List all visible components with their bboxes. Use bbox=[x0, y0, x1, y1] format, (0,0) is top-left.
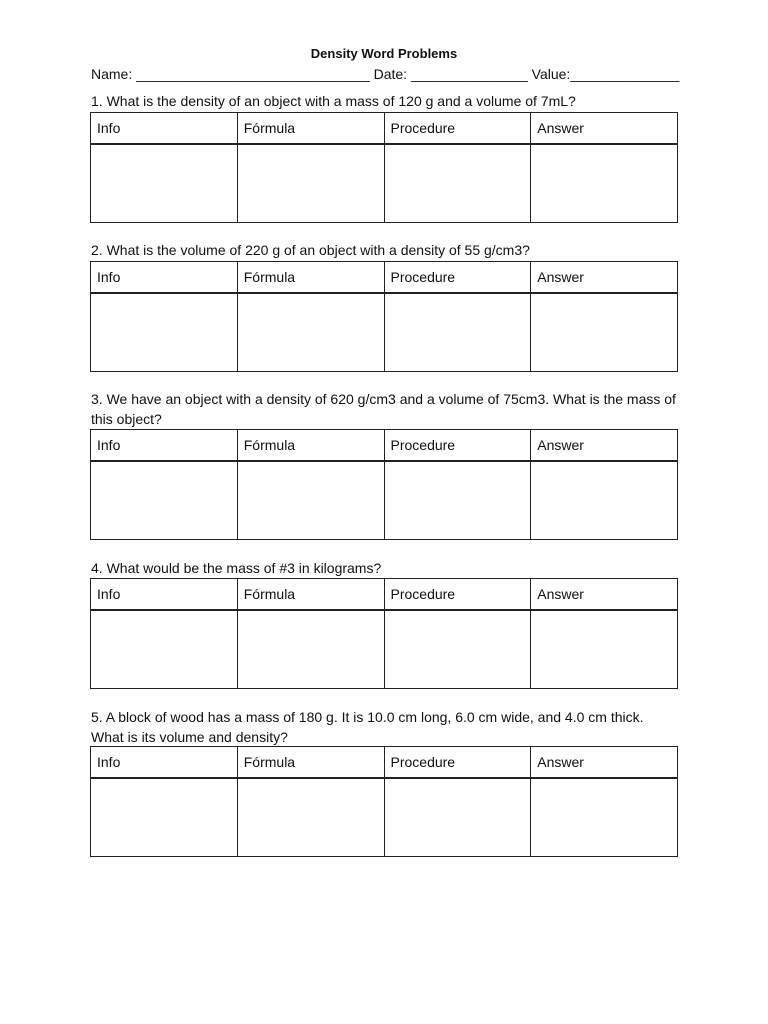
procedure-cell[interactable] bbox=[384, 293, 531, 372]
name-blank: ______________________________ bbox=[136, 66, 370, 82]
question-1-table bbox=[90, 112, 678, 223]
col-procedure-header: Procedure bbox=[384, 262, 531, 294]
info-cell[interactable] bbox=[91, 778, 238, 857]
answer-cell[interactable] bbox=[531, 778, 678, 857]
procedure-cell[interactable] bbox=[384, 461, 531, 540]
table-header-row bbox=[91, 113, 678, 145]
col-procedure-header: Procedure bbox=[384, 579, 531, 611]
col-answer-header: Answer bbox=[531, 430, 678, 462]
col-answer-header: Answer bbox=[531, 579, 678, 611]
question-2-text: 2. What is the volume of 220 g of an object with a density of 55 g/cm3? bbox=[91, 242, 530, 258]
question-3-table bbox=[90, 429, 678, 540]
col-formula-header: Fórmula bbox=[237, 579, 384, 611]
col-info-header: Info bbox=[91, 579, 238, 611]
question-5-table bbox=[90, 746, 678, 857]
table-header-row bbox=[91, 747, 678, 779]
col-procedure-header: Procedure bbox=[384, 113, 531, 145]
formula-cell[interactable] bbox=[237, 293, 384, 372]
formula-cell[interactable] bbox=[237, 144, 384, 223]
col-answer-header: Answer bbox=[531, 747, 678, 779]
col-formula-header: Fórmula bbox=[237, 262, 384, 294]
col-formula-header: Fórmula bbox=[237, 747, 384, 779]
table-header-row bbox=[91, 262, 678, 294]
question-2-table bbox=[90, 261, 678, 372]
table-header-row bbox=[91, 579, 678, 611]
col-procedure-header: Procedure bbox=[384, 747, 531, 779]
info-cell[interactable] bbox=[91, 144, 238, 223]
answer-row bbox=[91, 461, 678, 540]
answer-cell[interactable] bbox=[531, 144, 678, 223]
answer-cell[interactable] bbox=[531, 461, 678, 540]
question-3-text: 3. We have an object with a density of 620 g/cm3 and a volume of 75cm3. What is the mass of this object? bbox=[91, 391, 676, 427]
col-info-header: Info bbox=[91, 113, 238, 145]
procedure-cell[interactable] bbox=[384, 144, 531, 223]
col-answer-header: Answer bbox=[531, 262, 678, 294]
procedure-cell[interactable] bbox=[384, 610, 531, 689]
date-label: Date: bbox=[373, 66, 408, 82]
answer-row bbox=[91, 778, 678, 857]
date-blank: _______________ bbox=[410, 66, 528, 82]
question-4-text: 4. What would be the mass of #3 in kilograms? bbox=[91, 560, 382, 576]
question-5-text: 5. A block of wood has a mass of 180 g. It is 10.0 cm long, 6.0 cm wide, and 4.0 cm thick. What is its volume and density? bbox=[91, 709, 644, 745]
col-info-header: Info bbox=[91, 747, 238, 779]
answer-row bbox=[91, 293, 678, 372]
answer-cell[interactable] bbox=[531, 610, 678, 689]
name-label: Name: bbox=[91, 66, 133, 82]
info-cell[interactable] bbox=[91, 293, 238, 372]
info-cell[interactable] bbox=[91, 461, 238, 540]
formula-cell[interactable] bbox=[237, 610, 384, 689]
procedure-cell[interactable] bbox=[384, 778, 531, 857]
answer-row bbox=[91, 610, 678, 689]
col-info-header: Info bbox=[91, 430, 238, 462]
col-formula-header: Fórmula bbox=[237, 113, 384, 145]
question-4-table bbox=[90, 578, 678, 689]
answer-row bbox=[91, 144, 678, 223]
value-blank: ______________ bbox=[570, 66, 680, 82]
document-title: Density Word Problems bbox=[310, 46, 458, 61]
info-cell[interactable] bbox=[91, 610, 238, 689]
col-answer-header: Answer bbox=[531, 113, 678, 145]
question-1-text: 1. What is the density of an object with a mass of 120 g and a volume of 7mL? bbox=[91, 93, 576, 109]
value-label: Value: bbox=[531, 66, 571, 82]
formula-cell[interactable] bbox=[237, 778, 384, 857]
col-formula-header: Fórmula bbox=[237, 430, 384, 462]
formula-cell[interactable] bbox=[237, 461, 384, 540]
table-header-row bbox=[91, 430, 678, 462]
student-info-line bbox=[91, 66, 679, 82]
col-info-header: Info bbox=[91, 262, 238, 294]
col-procedure-header: Procedure bbox=[384, 430, 531, 462]
answer-cell[interactable] bbox=[531, 293, 678, 372]
